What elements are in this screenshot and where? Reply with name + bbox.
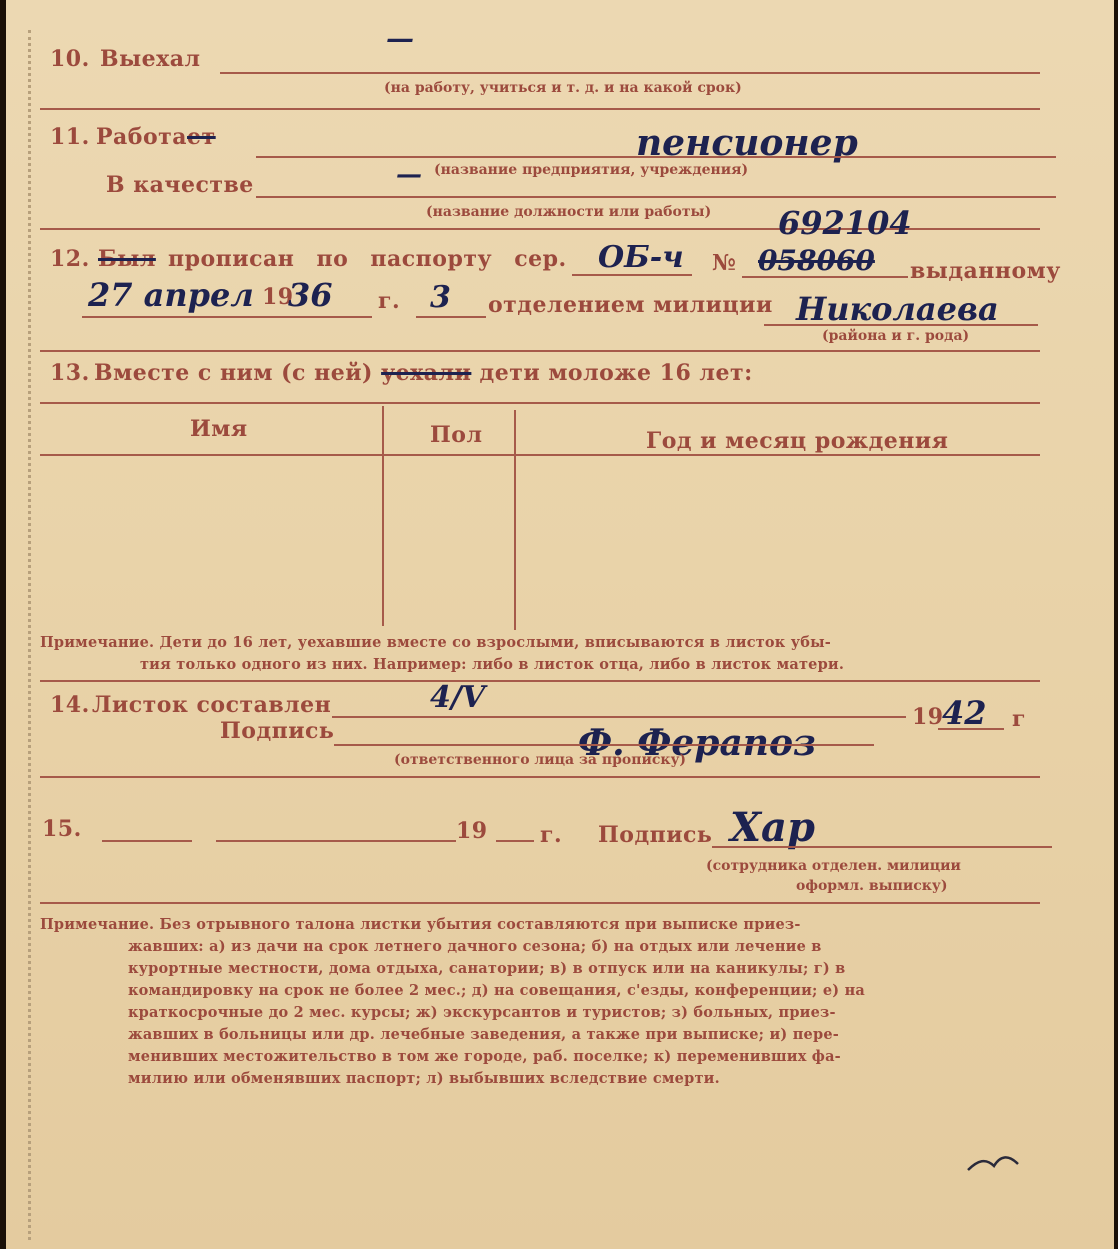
note-2-line-5: краткосрочные до 2 мес. курсы; ж) экскурсантов и туристов; з) больных, приез- [128,1004,836,1021]
field-11-position-caption: (название должности или работы) [426,204,712,220]
field-13-number: 13. [50,360,90,386]
field-14-year: 42 [942,694,987,732]
note-2-line-1: Примечание. Без отрывного талона листки убытия составляются при выписке приез- [40,916,801,933]
perforation-edge [28,30,31,1240]
field-12-year-prefix: 19 [262,284,294,310]
table-top-border [40,402,1040,404]
field-14-caption: (ответственного лица за прописку) [394,752,687,768]
field-12-series: ОБ-ч [598,240,684,275]
field-15-month-line [216,840,456,842]
field-15-signature-label: Подпись [598,822,713,848]
table-column-divider-2 [514,410,516,630]
separator-12 [40,350,1040,352]
field-12-passport-number: 692104 [778,204,912,242]
field-14-label: Листок составлен [92,692,332,718]
field-12-city-caption: (района и г. рода) [822,328,970,344]
field-12-issued-label: выданному [910,258,1061,284]
note-1-line-1: Примечание. Дети до 16 лет, уехавшие вместе со взрослыми, вписываются в листок убы- [40,634,832,651]
field-15-g-label: г. [540,822,563,848]
field-14-number: 14. [50,692,90,718]
field-12-issue-date: 27 апрел [88,276,254,314]
field-11-caption: (название предприятия, учреждения) [434,162,749,178]
field-10-line [220,72,1040,74]
field-14-g-label: г [1012,706,1026,732]
field-15-year-line [496,840,534,842]
field-12-number-line [742,276,908,278]
form-sheet [6,0,1114,1249]
field-11-position-label: В качестве [106,172,254,198]
field-15-caption-2: оформл. выписку) [796,878,948,894]
table-header-border [40,454,1040,456]
field-12-series-line [572,274,692,276]
field-11-label: Работает [96,124,216,150]
note-1-line-2: тия только одного из них. Например: либо в листок отца, либо в листок матери. [140,656,845,673]
field-10-caption: (на работу, учиться и т. д. и на какой срок) [384,80,742,96]
field-12-dept-number: 3 [430,280,451,315]
field-14-date-line [332,716,906,718]
field-15-signature-line [712,846,1052,848]
field-12-label: прописан по паспорту сер. [168,246,567,272]
separator-15 [40,902,1040,904]
field-12-city: Николаева [796,290,999,328]
note-2-line-4: командировку на срок не более 2 мес.; д) на совещания, с'езды, конференции; е) на [128,982,865,999]
ink-mark [964,1148,1024,1178]
field-12-dept-label: отделением милиции [488,292,773,318]
column-header-name: Имя [190,416,248,442]
separator-10 [40,108,1040,110]
field-14-signature-line [334,744,874,746]
note-2-line-2: жавших: а) из дачи на срок летнего дачного сезона; б) на отдых или лечение в [128,938,822,955]
note-2-line-3: курортные местности, дома отдыха, санатории; в) в отпуск или на каникулы; г) в [128,960,846,977]
field-11-position-value: — [396,160,422,190]
separator-14 [40,776,1040,778]
table-column-divider-1 [382,406,384,626]
field-12-passport-number-struck: 058060 [758,244,875,277]
field-15-year-prefix: 19 [456,818,488,844]
field-11-number: 11. [50,124,90,150]
field-15-caption-1: (сотрудника отделен. милиции [706,858,961,874]
field-14-signature: Ф. Ферапоз [578,722,816,764]
field-12-date-line [82,316,372,318]
field-14-signature-label: Подпись [220,718,335,744]
note-2-line-7: менивших местожительство в том же городе, раб. поселке; к) переменивших фа- [128,1048,841,1065]
field-12-city-line [764,324,1038,326]
column-header-birth: Год и месяц рождения [646,428,949,454]
field-10-label: Выехал [100,46,201,72]
field-11-position-line [256,196,1056,198]
separator-note-1 [40,680,1040,682]
note-2-line-8: милию или обменявших паспорт; л) выбывших вследствие смерти. [128,1070,720,1087]
field-13-label: Вместе с ним (с ней) уехали дети моложе 16 лет: [94,360,753,386]
field-15-day-line [102,840,192,842]
field-12-number: 12. [50,246,90,272]
field-12-struck-word: Был [98,246,156,272]
field-11-workplace: пенсионер [636,122,858,164]
field-14-date: 4/V [430,680,486,715]
field-12-year: 36 [288,276,333,314]
field-12-dept-line [416,316,486,318]
column-header-sex: Пол [430,422,483,448]
field-12-no-label: № [712,250,737,276]
field-15-signature: Хар [730,804,815,851]
field-11-line [256,156,1056,158]
note-2-line-6: жавших в больницы или др. лечебные заведения, а также при выписке; и) пере- [128,1026,839,1043]
field-14-year-line [938,728,1004,730]
field-15-number: 15. [42,816,82,842]
field-10-number: 10. [50,46,90,72]
field-14-year-prefix: 19 [912,704,944,730]
field-12-g-label: г. [378,288,401,314]
field-10-value: — [386,22,414,55]
